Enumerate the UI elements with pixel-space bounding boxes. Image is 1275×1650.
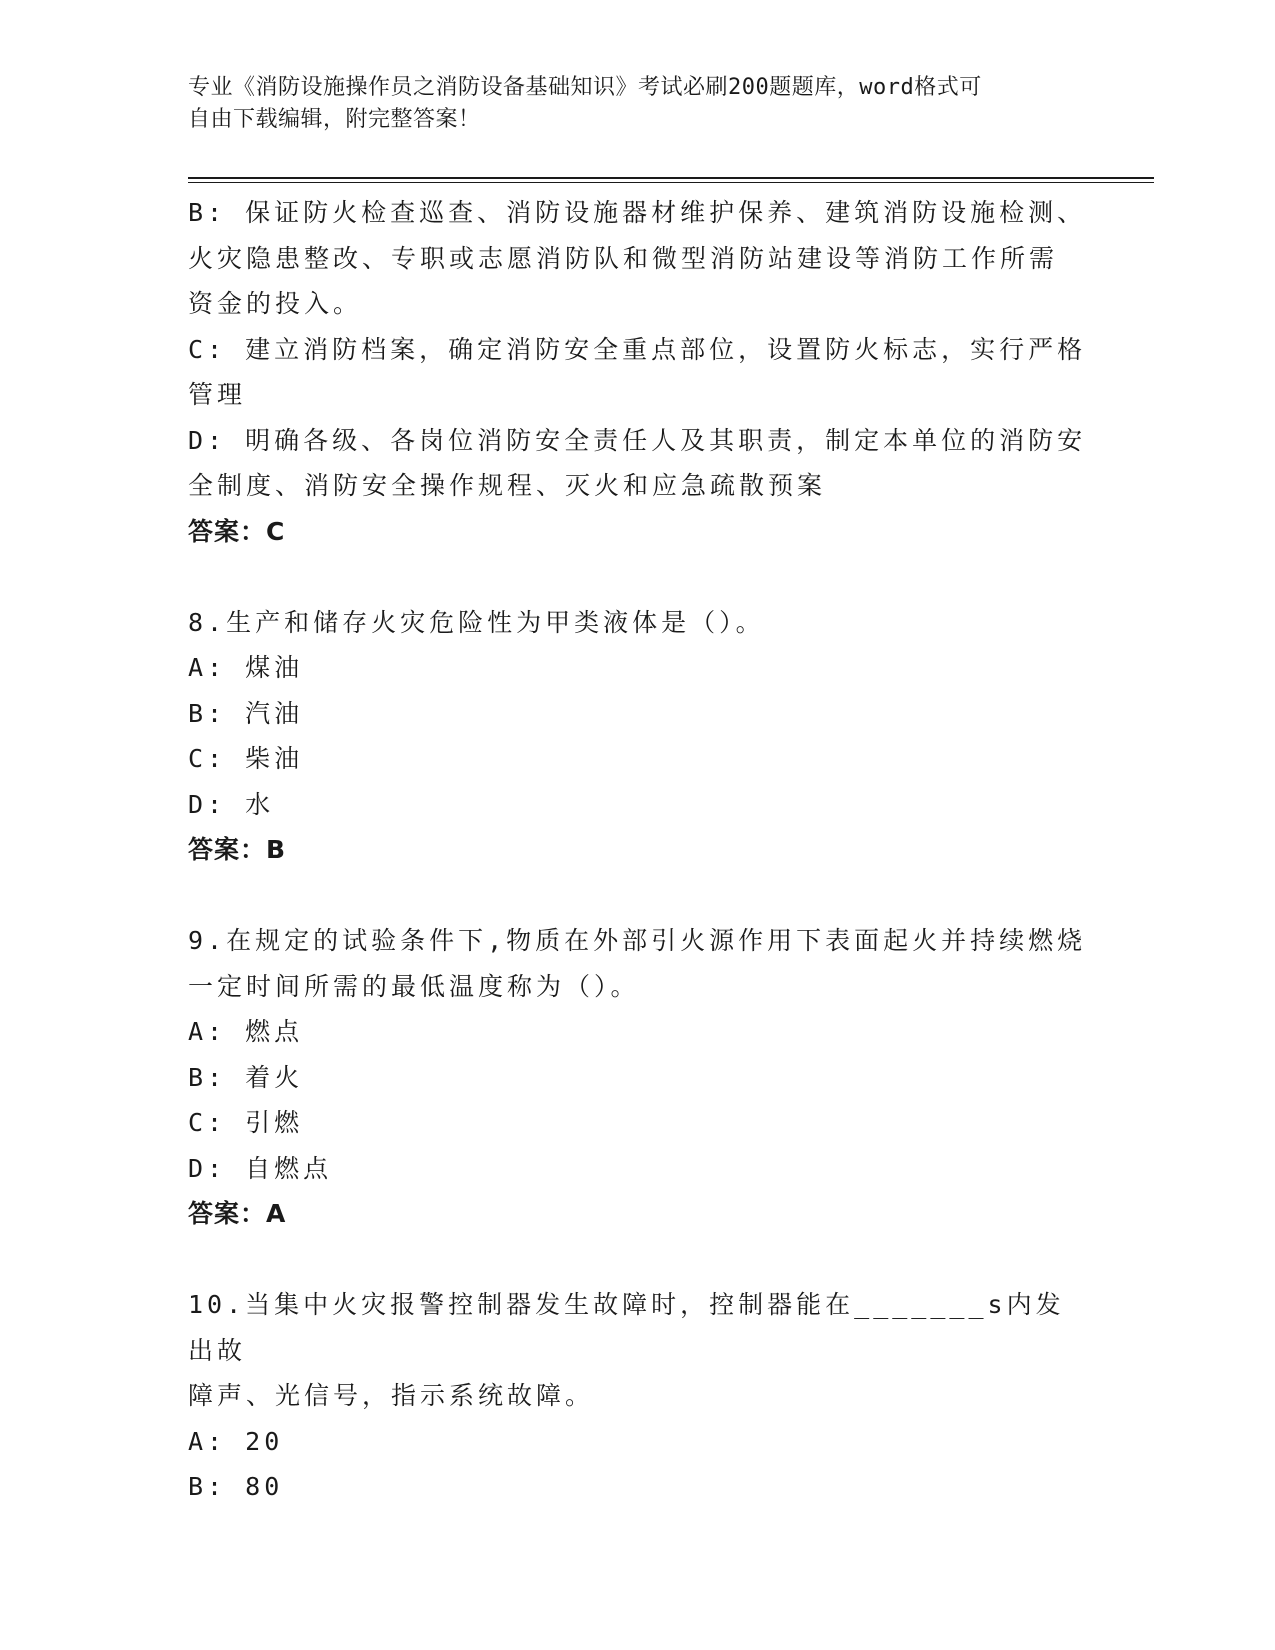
q9-option-b: B: 着火 bbox=[188, 1062, 304, 1092]
q9-stem-line2: 一定时间所需的最低温度称为（）。 bbox=[188, 971, 640, 1001]
header-line-1: 专业《消防设施操作员之消防设备基础知识》考试必刷200题题库，word格式可 bbox=[188, 75, 982, 100]
q9-answer: 答案：A bbox=[188, 1199, 287, 1228]
q7-option-d-line1: D: 明确各级、各岗位消防安全责任人及其职责，制定本单位的消防安 bbox=[188, 425, 1087, 455]
spacer bbox=[188, 873, 1088, 919]
q8-option-d: D: 水 bbox=[188, 789, 275, 819]
q7-option-b-line2: 火灾隐患整改、专职或志愿消防队和微型消防站建设等消防工作所需 bbox=[188, 243, 1059, 273]
q7-option-b-line1: B: 保证防火检查巡查、消防设施器材维护保养、建筑消防设施检测、 bbox=[188, 198, 1087, 227]
q7-option-c-line2: 管理 bbox=[188, 380, 247, 409]
q10-option-b: B: 80 bbox=[188, 1472, 284, 1501]
spacer bbox=[188, 1237, 1088, 1283]
header-line-2: 自由下载编辑，附完整答案！ bbox=[188, 107, 481, 132]
document-header bbox=[188, 72, 1068, 136]
q7-answer: 答案：C bbox=[188, 516, 286, 546]
q8-option-b: B: 汽油 bbox=[188, 698, 304, 728]
q8-option-a: A: 煤油 bbox=[188, 653, 304, 682]
header-rule-thin bbox=[188, 182, 1154, 183]
q9-stem-line1: 9.在规定的试验条件下,物质在外部引火源作用下表面起火并持续燃烧 bbox=[188, 926, 1087, 955]
q9-option-a: A: 燃点 bbox=[188, 1017, 304, 1046]
q10-stem-line2: 障声、光信号，指示系统故障。 bbox=[188, 1381, 595, 1410]
q7-option-c-line1: C: 建立消防档案，确定消防安全重点部位，设置防火标志，实行严格 bbox=[188, 334, 1087, 364]
q8-option-c: C: 柴油 bbox=[188, 744, 304, 773]
q8-answer: 答案：B bbox=[188, 835, 287, 864]
q8-stem: 8.生产和储存火灾危险性为甲类液体是（）。 bbox=[188, 607, 765, 637]
q10-option-a: A: 20 bbox=[188, 1426, 284, 1456]
spacer bbox=[188, 554, 1088, 600]
q9-option-d: D: 自燃点 bbox=[188, 1153, 333, 1183]
q7-option-d-line2: 全制度、消防安全操作规程、灭火和应急疏散预案 bbox=[188, 471, 827, 500]
q7-option-b-line3: 资金的投入。 bbox=[188, 289, 363, 318]
header-rule-thick bbox=[188, 177, 1154, 179]
q9-option-c: C: 引燃 bbox=[188, 1108, 304, 1137]
q10-stem-line1: 10.当集中火灾报警控制器发生故障时，控制器能在_______s内发出故 bbox=[188, 1290, 1065, 1365]
document-body bbox=[188, 190, 1088, 1510]
